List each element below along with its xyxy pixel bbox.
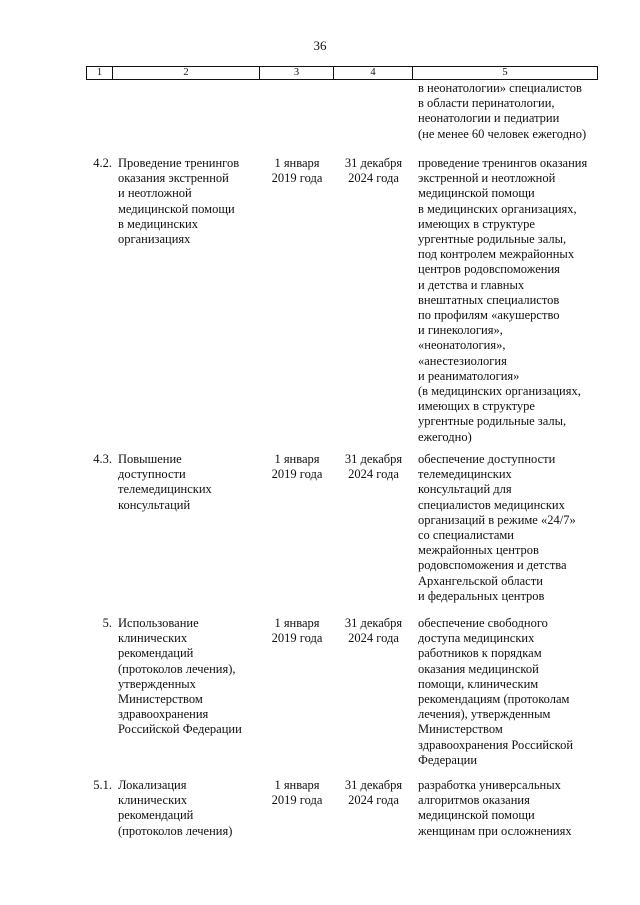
result-cell [418, 778, 602, 839]
text-line: консультаций [118, 497, 191, 512]
text-line: клинических [118, 793, 188, 808]
text-line: со специалистами [418, 528, 514, 543]
text-line: и детства и главных [418, 277, 525, 292]
end-date-cell [334, 778, 413, 808]
activity-cell [118, 452, 260, 513]
text-line: (не менее 60 человек ежегодно) [418, 126, 587, 141]
text-line: в области перинатологии, [418, 96, 555, 111]
text-line: (протоколов лечения) [118, 823, 233, 838]
result-cell [418, 452, 602, 604]
text-line: 2019 года [271, 467, 323, 482]
text-line: рекомендациям (протоколам [418, 692, 570, 707]
end-date-cell [334, 156, 413, 186]
text-line: в медицинских [118, 216, 198, 231]
text-line: неонатологии и педиатрии [418, 111, 560, 126]
text-line: здравоохранения [118, 707, 209, 722]
text-line: разработка универсальных [418, 778, 561, 792]
text-line: ежегодно) [418, 429, 472, 444]
text-line: алгоритмов оказания [418, 793, 530, 808]
text-line: имеющих в структуре [418, 399, 535, 414]
text-line: доступности [118, 467, 186, 482]
text-line: и реаниматология» [418, 368, 520, 383]
text-line: 1 января [274, 156, 320, 170]
activity-cell [118, 616, 260, 738]
text-line: Российской Федерации [118, 722, 242, 737]
text-line: экстренной и неотложной [418, 171, 556, 186]
text-line: Министерством [118, 692, 203, 707]
text-line: 2024 года [348, 631, 399, 646]
column-header-1: 1 [87, 67, 113, 79]
column-header-3: 3 [260, 67, 334, 79]
page-number: 36 [313, 38, 327, 53]
text-line: (протоколов лечения), [118, 661, 236, 676]
text-line: Использование [118, 616, 199, 630]
text-line: 2024 года [348, 467, 399, 482]
text-line: внештатных специалистов [418, 292, 560, 307]
text-line: проведение тренингов оказания [418, 156, 588, 170]
text-line: организаций в режиме «24/7» [418, 512, 576, 527]
text-line: 2024 года [348, 793, 399, 808]
text-line: родовспоможения и детства [418, 558, 567, 573]
column-header-4: 4 [334, 67, 413, 79]
item-number: 4.2. [93, 156, 112, 170]
end-date-cell [334, 452, 413, 482]
text-line: 1 января [274, 452, 320, 466]
text-line: работников к порядкам [418, 646, 542, 661]
text-line: Повышение [118, 452, 182, 466]
text-line: межрайонных центров [418, 543, 539, 558]
text-line: и гинекология», [418, 323, 503, 338]
table-header [86, 66, 598, 80]
activity-cell [118, 156, 260, 247]
text-line: рекомендаций [118, 646, 194, 661]
text-line: ургентные родильные залы, [418, 414, 567, 429]
text-line: доступа медицинских [418, 631, 535, 646]
text-line: организациях [118, 232, 191, 247]
text-line: ургентные родильные залы, [418, 232, 567, 247]
text-line: имеющих в структуре [418, 216, 535, 231]
text-line: рекомендаций [118, 808, 194, 823]
text-line: 2024 года [348, 171, 399, 186]
text-line: в неонатологии» специалистов [418, 81, 582, 95]
item-number: 4.3. [93, 452, 112, 466]
text-line: клинических [118, 631, 188, 646]
item-number: 5.1. [93, 778, 112, 792]
text-line: 1 января [274, 616, 320, 630]
result-cell [418, 156, 602, 445]
text-line: 31 декабря [344, 156, 403, 170]
text-line: Архангельской области [418, 573, 543, 588]
text-line: лечения), утвержденным [418, 707, 551, 722]
text-line: телемедицинских [118, 482, 212, 497]
text-line: медицинской помощи [418, 808, 535, 823]
text-line: утвержденных [118, 676, 196, 691]
column-header-5: 5 [502, 67, 508, 78]
text-line: (в медицинских организациях, [418, 384, 581, 399]
text-line: обеспечение доступности [418, 452, 556, 466]
result-cell [418, 616, 602, 768]
text-line: медицинской помощи [418, 186, 535, 201]
text-line: оказания экстренной [118, 171, 229, 186]
text-line: «неонатология», [418, 338, 506, 353]
start-date-cell [260, 778, 334, 808]
text-line: Министерством [418, 722, 503, 737]
text-line: и федеральных центров [418, 588, 545, 603]
text-line: здравоохранения Российской [418, 737, 574, 752]
text-line: в медицинских организациях, [418, 201, 577, 216]
text-line: «анестезиология [418, 353, 507, 368]
start-date-cell [260, 616, 334, 646]
start-date-cell [260, 156, 334, 186]
column-header-2: 2 [113, 67, 260, 79]
text-line: помощи, клиническим [418, 676, 539, 691]
text-line: телемедицинских [418, 467, 512, 482]
text-line: обеспечение свободного [418, 616, 548, 630]
item-number: 5. [102, 616, 112, 630]
start-date-cell [260, 452, 334, 482]
end-date-cell [334, 616, 413, 646]
result-cell [418, 81, 602, 142]
text-line: женщинам при осложнениях [418, 823, 572, 838]
text-line: Локализация [118, 778, 187, 792]
text-line: Проведение тренингов [118, 156, 240, 170]
text-line: 1 января [274, 778, 320, 792]
text-line: под контролем межрайонных [418, 247, 575, 262]
text-line: медицинской помощи [118, 201, 235, 216]
text-line: специалистов медицинских [418, 497, 565, 512]
text-line: 2019 года [271, 631, 323, 646]
text-line: 2019 года [271, 171, 323, 186]
text-line: 31 декабря [344, 452, 403, 466]
text-line: центров родовспоможения [418, 262, 560, 277]
text-line: оказания медицинской [418, 661, 539, 676]
text-line: по профилям «акушерство [418, 308, 560, 323]
text-line: 31 декабря [344, 778, 403, 792]
text-line: консультаций для [418, 482, 512, 497]
text-line: 31 декабря [344, 616, 403, 630]
text-line: и неотложной [118, 186, 192, 201]
activity-cell [118, 778, 260, 839]
text-line: Федерации [418, 752, 478, 767]
text-line: 2019 года [271, 793, 323, 808]
